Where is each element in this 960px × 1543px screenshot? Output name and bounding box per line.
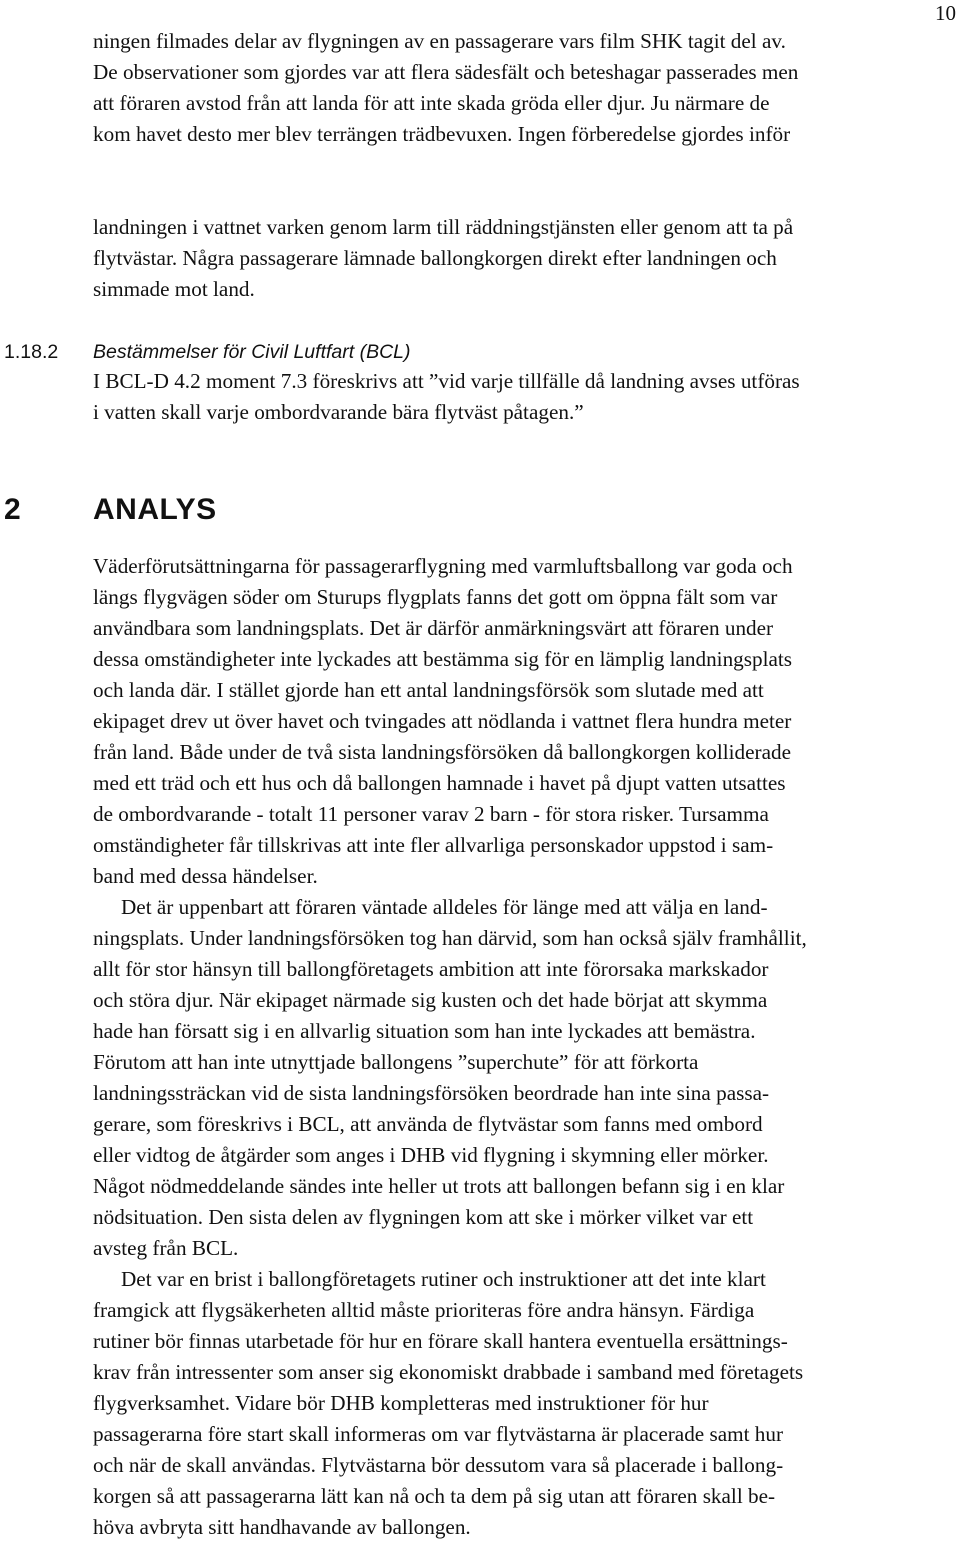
text-line: höva avbryta sitt handhavande av ballongen. [93, 1515, 471, 1539]
text-line: hade han försatt sig i en allvarlig situation som han inte lyckades att bemästra. [93, 1019, 756, 1043]
text-line: Något nödmeddelande sändes inte heller ut trots att ballongen befann sig i en klar [93, 1174, 785, 1198]
text-line: De observationer som gjordes var att flera sädesfält och beteshagar passerades men [93, 60, 799, 84]
text-line: kom havet desto mer blev terrängen trädbevuxen. Ingen förberedelse gjordes inför [93, 122, 791, 146]
text-line: användbara som landningsplats. Det är därför anmärkningsvärt att föraren under [93, 616, 774, 640]
text-line: avsteg från BCL. [93, 1236, 239, 1260]
text-line: i vatten skall varje ombordvarande bära flytväst påtagen.” [93, 400, 584, 424]
section-number: 1.18.2 [4, 341, 59, 363]
text-line: och när de skall användas. Flytvästarna bör dessutom vara så placerade i ballong- [93, 1453, 784, 1477]
text-line: eller vidtog de åtgärder som anges i DHB vid flygning i skymning eller mörker. [93, 1143, 769, 1167]
text-line: dessa omständigheter inte lyckades att bestämma sig för en lämplig landningsplats [93, 647, 793, 671]
text-line: Det var en brist i ballongföretagets rutiner och instruktioner att det inte klart [121, 1267, 766, 1291]
text-line: längs flygvägen söder om Sturups flygplats fanns det gott om öppna fält som var [93, 585, 778, 609]
text-line: att föraren avstod från att landa för att inte skada gröda eller djur. Ju närmare de [93, 91, 770, 115]
page-number: 10 [935, 1, 956, 25]
chapter-number: 2 [4, 493, 21, 526]
chapter-title: ANALYS [93, 493, 217, 526]
text-line: landningen i vattnet varken genom larm till räddningstjänsten eller genom att ta på [93, 215, 794, 239]
text-line: nödsituation. Den sista delen av flygningen kom att ske i mörker vilket var ett [93, 1205, 754, 1229]
text-line: med ett träd och ett hus och då ballongen hamnade i havet på djupt vatten utsattes [93, 771, 786, 795]
section-title: Bestämmelser för Civil Luftfart (BCL) [93, 341, 411, 363]
text-line: passagerarna före start skall informeras om var flytvästarna är placerade samt hur [93, 1422, 784, 1446]
text-line: och störa djur. När ekipaget närmade sig kusten och det hade börjat att skymma [93, 988, 768, 1012]
text-line: från land. Både under de två sista landningsförsöken då ballongkorgen kolliderade [93, 740, 792, 764]
text-line: krav från intressenter som anser sig ekonomiskt drabbade i samband med företagets [93, 1360, 804, 1384]
text-line: Väderförutsättningarna för passagerarflygning med varmluftsballong var goda och [93, 554, 793, 578]
text-line: gerare, som föreskrivs i BCL, att använda de flytvästar som fanns med ombord [93, 1112, 763, 1136]
text-line: allt för stor hänsyn till ballongföretagets ambition att inte förorsaka markskador [93, 957, 769, 981]
text-line: ningen filmades delar av flygningen av en passagerare vars film SHK tagit del av. [93, 29, 786, 53]
text-line: Förutom att han inte utnyttjade ballongens ”superchute” för att förkorta [93, 1050, 699, 1074]
text-line: flytvästar. Några passagerare lämnade ballongkorgen direkt efter landningen och [93, 246, 777, 270]
text-line: och landa där. I stället gjorde han ett antal landningsförsök som slutade med att [93, 678, 764, 702]
text-line: rutiner bör finnas utarbetade för hur en förare skall hantera eventuella ersättnings- [93, 1329, 788, 1353]
text-line: band med dessa händelser. [93, 864, 318, 888]
text-line: landningssträckan vid de sista landningsförsöken beordrade han inte sina passa- [93, 1081, 770, 1105]
text-line: korgen så att passagerarna lätt kan nå och ta dem på sig utan att föraren skall be- [93, 1484, 776, 1508]
text-line: omständigheter får tillskrivas att inte fler allvarliga personskador uppstod i sam- [93, 833, 774, 857]
text-line: ekipaget drev ut över havet och tvingades att nödlanda i vattnet flera hundra meter [93, 709, 792, 733]
text-line: simmade mot land. [93, 277, 255, 301]
text-line: framgick att flygsäkerheten alltid måste prioriteras före andra hänsyn. Färdiga [93, 1298, 755, 1322]
text-line: I BCL-D 4.2 moment 7.3 föreskrivs att ”vid varje tillfälle då landning avses utföras [93, 369, 800, 393]
text-line: Det är uppenbart att föraren väntade alldeles för länge med att välja en land- [121, 895, 768, 919]
text-line: flygverksamhet. Vidare bör DHB kompletteras med instruktioner för hur [93, 1391, 709, 1415]
text-line: de ombordvarande - totalt 11 personer varav 2 barn - för stora risker. Tursamma [93, 802, 769, 826]
text-line: ningsplats. Under landningsförsöken tog han därvid, som han också själv framhållit, [93, 926, 807, 950]
